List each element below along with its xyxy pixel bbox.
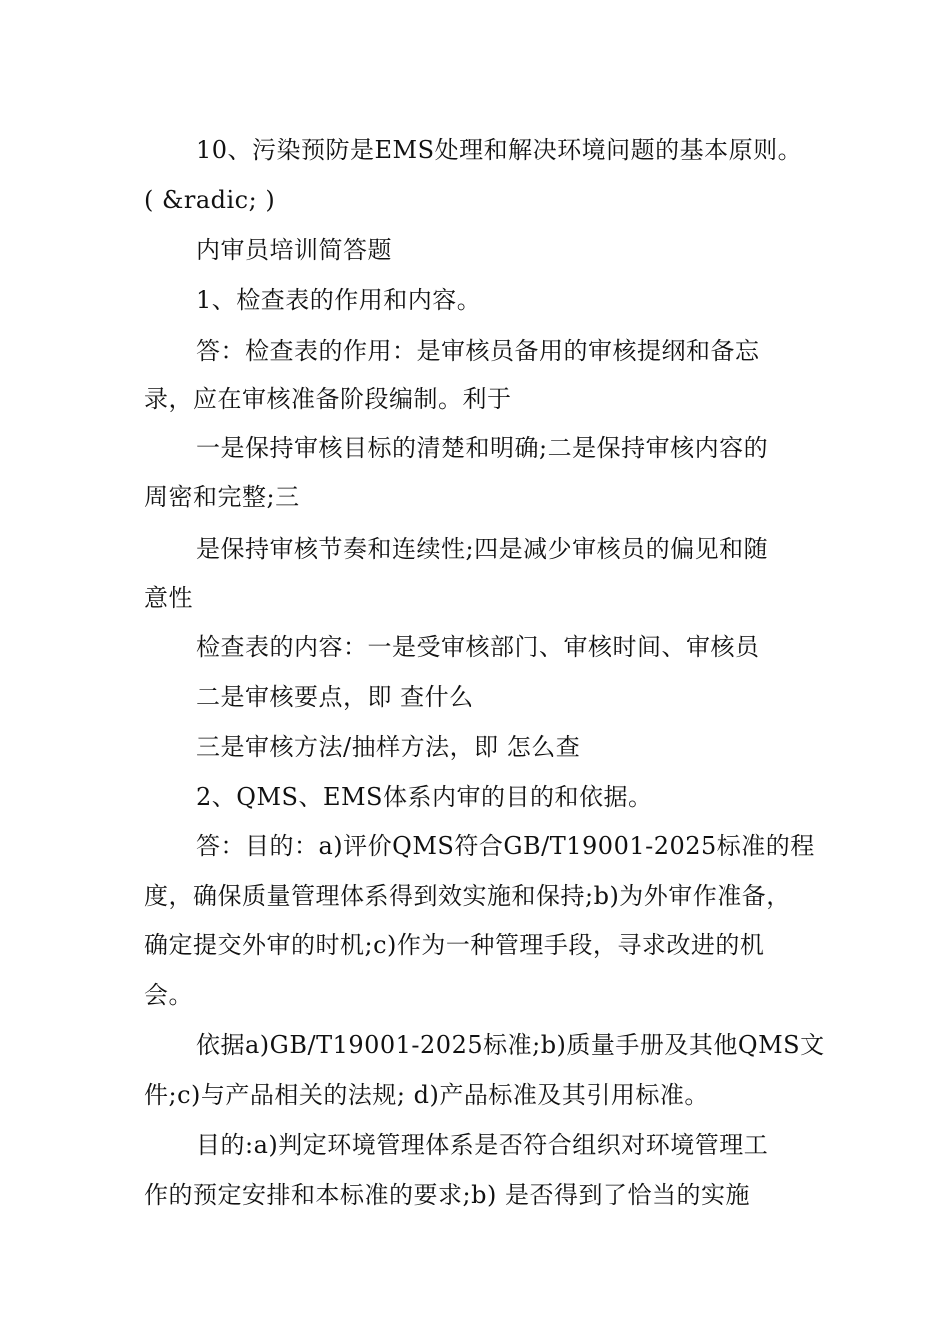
text-line-item-10: 10、污染预防是EMS处理和解决环境问题的基本原则。 (196, 136, 803, 164)
basis-line-2: 件;c)与产品相关的法规; d)产品标准及其引用标准。 (144, 1081, 709, 1109)
purpose-line-2: 作的预定安排和本标准的要求;b) 是否得到了恰当的实施 (144, 1181, 750, 1209)
answer-2-line-4: 会。 (144, 981, 193, 1009)
answer-1-line-3: 一是保持审核目标的清楚和明确;二是保持审核内容的 (196, 434, 769, 462)
section-heading: 内审员培训简答题 (196, 236, 392, 264)
answer-1-line-4: 周密和完整;三 (144, 483, 300, 511)
answer-2-line-3: 确定提交外审的时机;c)作为一种管理手段，寻求改进的机 (144, 931, 765, 959)
answer-2-line-2: 度，确保质量管理体系得到效实施和保持;b)为外审作准备， (144, 882, 791, 910)
answer-2-line-1: 答：目的：a)评价QMS符合GB/T19001-2025标准的程 (196, 832, 815, 860)
answer-1-line-2: 录，应在审核准备阶段编制。利于 (144, 385, 512, 413)
basis-line-1: 依据a)GB/T19001-2025标准;b)质量手册及其他QMS文 (196, 1031, 825, 1059)
answer-1-line-1: 答：检查表的作用：是审核员备用的审核提纲和备忘 (196, 337, 760, 365)
purpose-line-1: 目的:a)判定环境管理体系是否符合组织对环境管理工 (196, 1131, 769, 1159)
answer-1-line-7: 检查表的内容：一是受审核部门、审核时间、审核员 (196, 633, 760, 661)
answer-1-line-8: 二是审核要点，即 查什么 (196, 683, 474, 711)
answer-1-line-5: 是保持审核节奏和连续性;四是减少审核员的偏见和随 (196, 535, 769, 563)
question-2: 2、QMS、EMS体系内审的目的和依据。 (196, 783, 653, 811)
question-1: 1、检查表的作用和内容。 (196, 286, 482, 314)
answer-1-line-6: 意性 (144, 584, 193, 612)
text-line-check-mark: ( &radic; ) (144, 186, 276, 214)
answer-1-line-9: 三是审核方法/抽样方法，即 怎么查 (196, 733, 581, 761)
